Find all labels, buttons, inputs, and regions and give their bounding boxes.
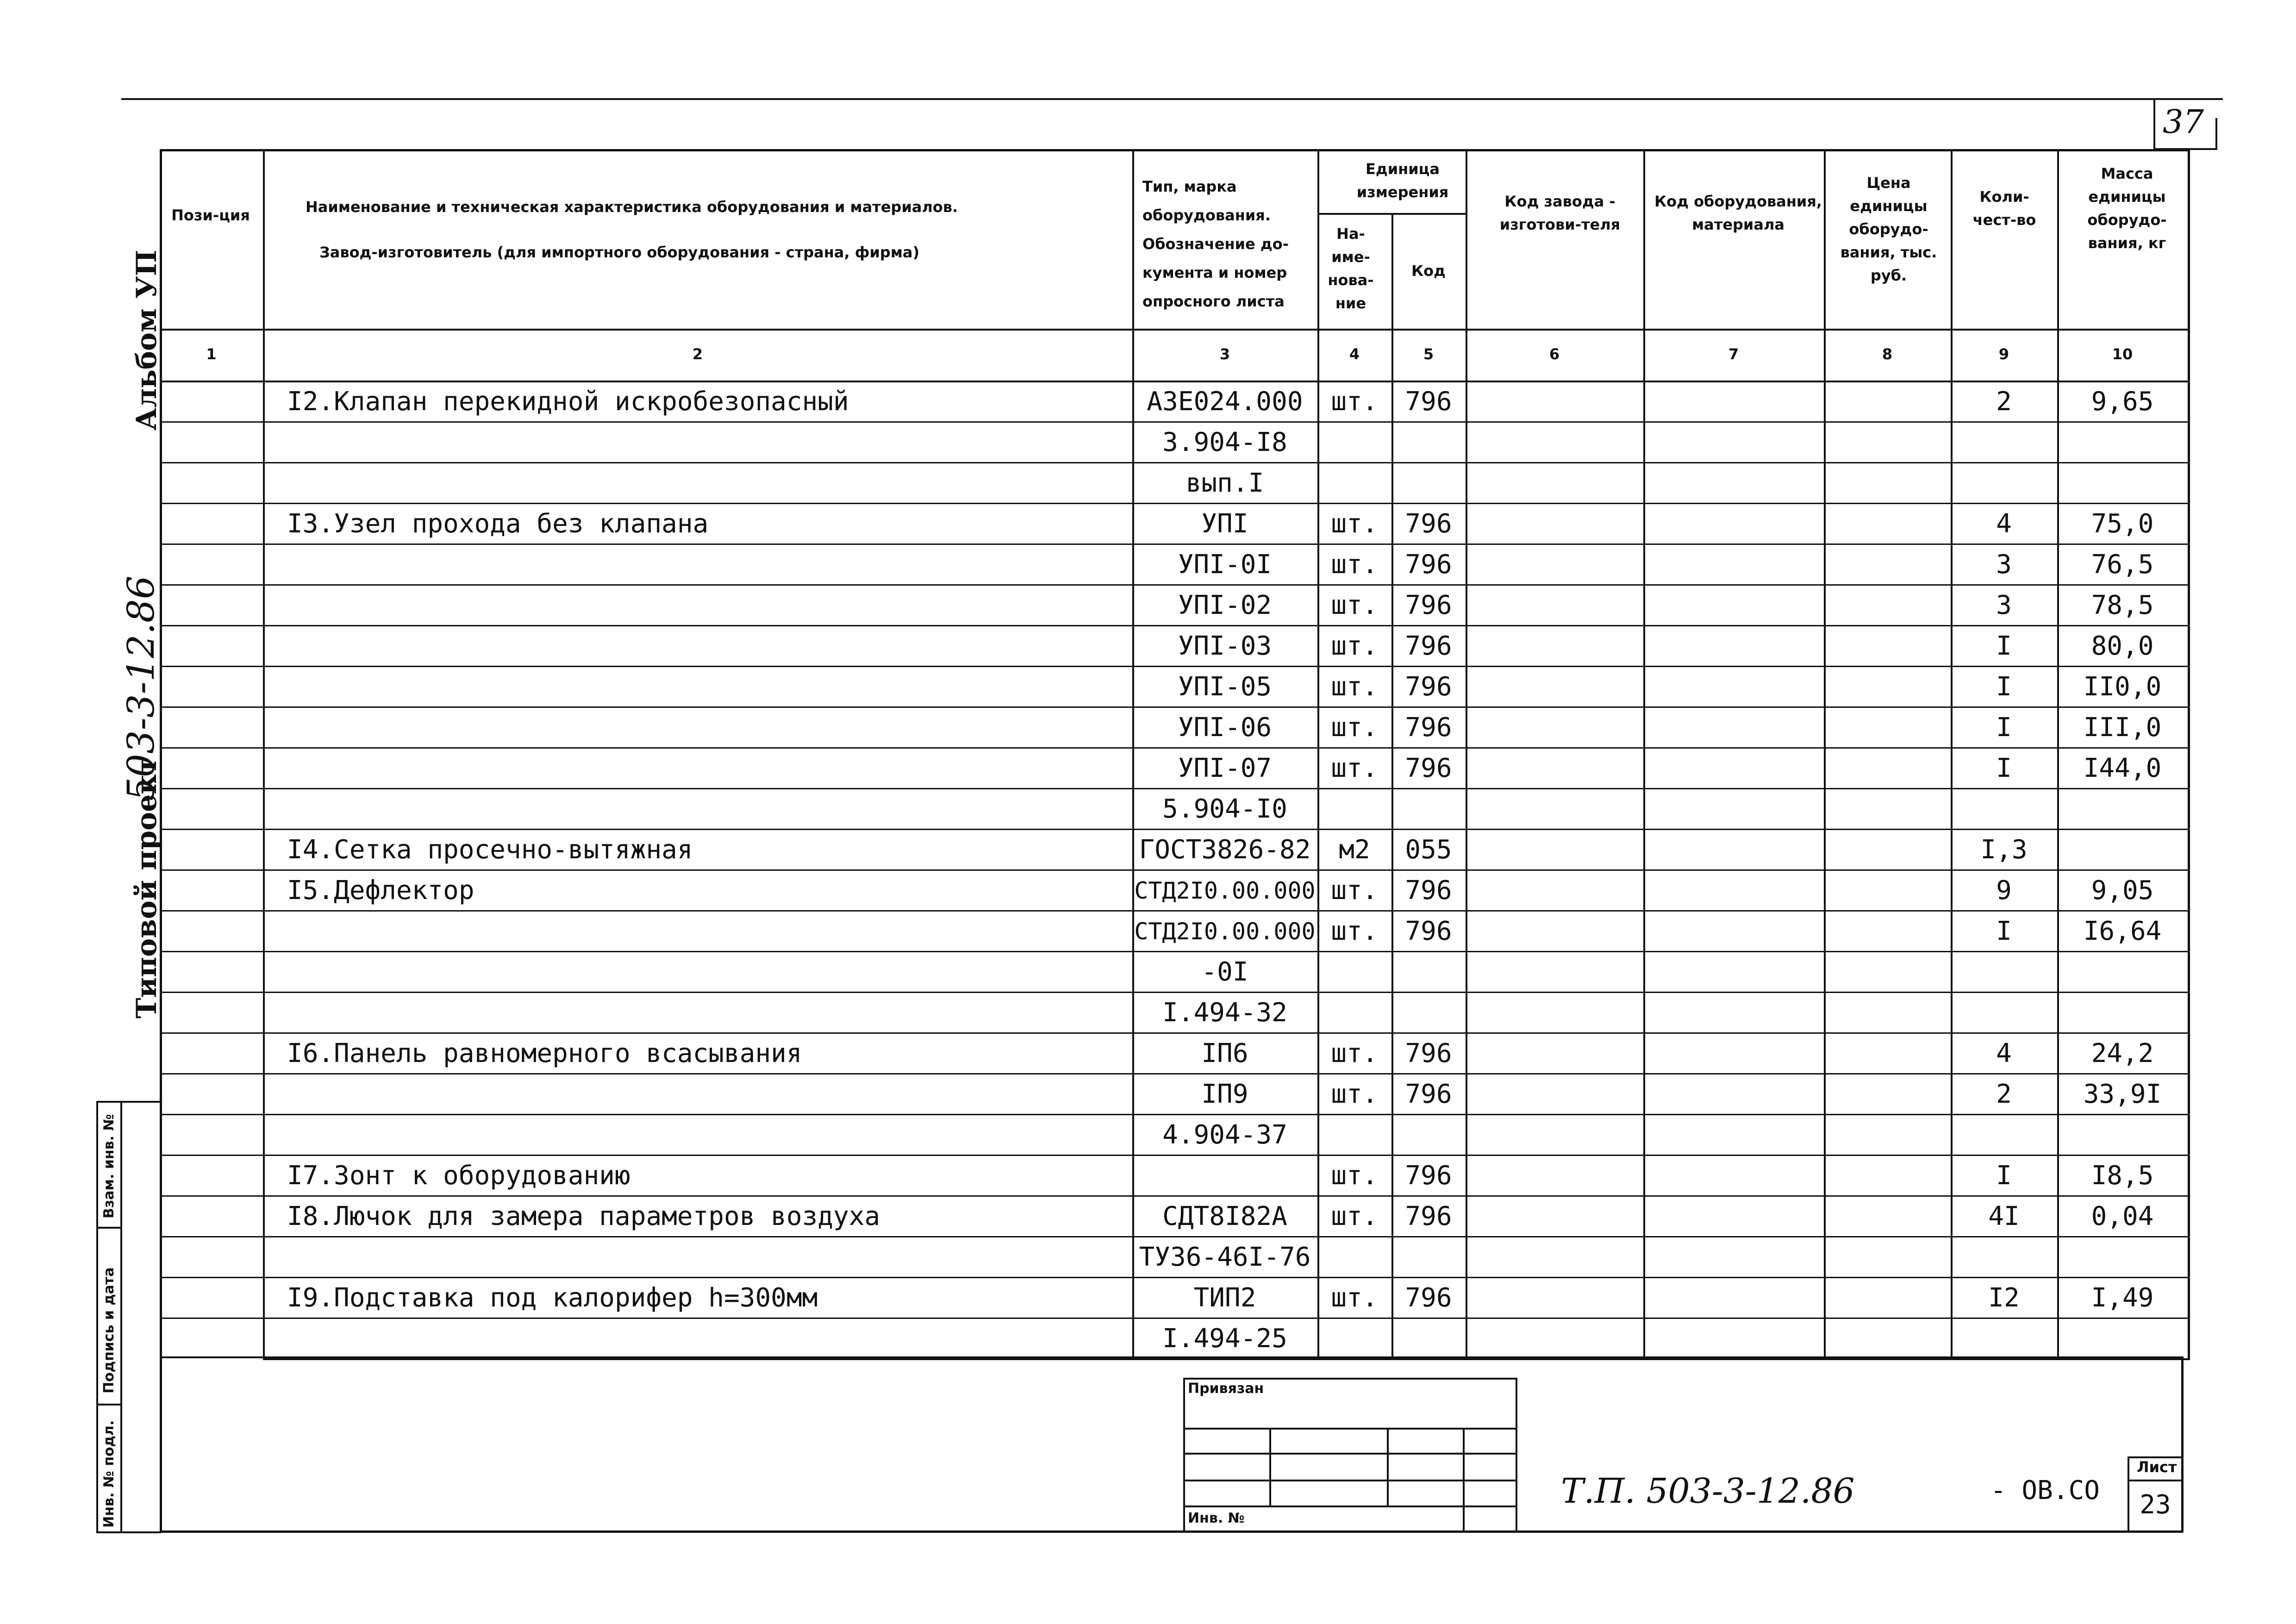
cell-code: 796: [1405, 590, 1452, 620]
cell-name: I7.Зонт к оборудованию: [287, 1161, 630, 1191]
project-label: Типовой проект: [131, 757, 163, 1018]
stamp-div-2: [96, 1404, 122, 1405]
cell-mass: I44,0: [2083, 753, 2162, 783]
column-number-5: 5: [1423, 345, 1434, 363]
cell-unit: шт.: [1331, 1038, 1378, 1068]
cell-type: УПI-03: [1178, 631, 1272, 661]
cell-unit: шт.: [1331, 590, 1378, 620]
stamp-top: [96, 1101, 161, 1103]
cell-mass: 80,0: [2091, 631, 2154, 661]
cell-unit: шт.: [1331, 753, 1378, 783]
cell-qty: I: [1996, 631, 2012, 661]
header-unit-name: На-име-нова-ние: [1328, 225, 1374, 312]
cell-type: УПI-02: [1178, 590, 1272, 620]
cell-unit: шт.: [1331, 875, 1378, 906]
header-bottom-border: [160, 329, 2190, 331]
cell-unit: шт.: [1331, 712, 1378, 743]
column-border-10: [2188, 149, 2190, 1360]
column-number-4: 4: [1349, 345, 1360, 363]
stamp-sign-date: Подпись и дата: [101, 1267, 117, 1393]
cell-unit: шт.: [1331, 1201, 1378, 1231]
header-name-line2: Завод-изготовитель (для импортного оборудования - страна, фирма): [319, 244, 920, 261]
cell-type: УПI-06: [1178, 712, 1272, 743]
column-number-1: 1: [206, 345, 217, 363]
cell-code: 796: [1405, 387, 1452, 417]
cell-type: IП9: [1201, 1079, 1248, 1109]
cell-mass: 24,2: [2091, 1038, 2154, 1068]
cell-type: УПI-07: [1178, 753, 1272, 783]
privyazan-label: Привязан: [1188, 1380, 1264, 1397]
cell-code: 796: [1405, 1283, 1452, 1313]
cell-code: 796: [1405, 753, 1452, 783]
cell-code: 796: [1405, 550, 1452, 580]
cell-mass: 75,0: [2091, 509, 2154, 539]
sheet-label: Лист: [2137, 1458, 2177, 1476]
stamp-mid-edge: [120, 1101, 122, 1533]
cell-code: 796: [1405, 1201, 1452, 1231]
cell-type: 5.904-I0: [1162, 794, 1287, 824]
cell-name: I9.Подставка под калорифер h=300мм: [287, 1283, 818, 1313]
cell-name: I3.Узел прохода без клапана: [287, 509, 709, 539]
cell-mass: I6,64: [2083, 916, 2162, 946]
header-type-2: оборудования.: [1142, 206, 1271, 224]
stamp-bottom: [96, 1531, 161, 1533]
cell-type: СДТ8I82А: [1162, 1201, 1287, 1231]
cell-qty: I: [1996, 916, 2012, 946]
cell-qty: 2: [1996, 1079, 2012, 1109]
cell-code: 796: [1405, 672, 1452, 702]
header-unit-code: Код: [1411, 262, 1446, 280]
page-number-box-left: [2153, 98, 2155, 149]
cell-unit: шт.: [1331, 1283, 1378, 1313]
column-border-6: [1643, 149, 1645, 1360]
column-border-5: [1466, 149, 1467, 1360]
cell-qty: 4I: [1988, 1201, 2020, 1231]
cell-type: 4.904-37: [1162, 1120, 1287, 1150]
cell-code: 796: [1405, 509, 1452, 539]
footer-bottom-rule: [160, 1530, 2183, 1533]
cell-code: 796: [1405, 1161, 1452, 1191]
cell-type: IП6: [1201, 1038, 1248, 1068]
cell-qty: 4: [1996, 509, 2012, 539]
header-quantity: Коли-чест-во: [1972, 188, 2036, 229]
cell-name: I8.Лючок для замера параметров воздуха: [287, 1201, 880, 1231]
header-unit-group: Единица измерения: [1356, 160, 1449, 201]
cell-mass: II0,0: [2083, 672, 2162, 702]
column-number-7: 7: [1728, 345, 1739, 363]
cell-mass: III,0: [2083, 712, 2162, 743]
cell-type: I.494-25: [1162, 1324, 1287, 1354]
column-border-1: [263, 149, 265, 1360]
cell-unit: шт.: [1331, 916, 1378, 946]
cell-unit: м2: [1339, 835, 1370, 865]
header-position: Пози-ция: [171, 206, 250, 224]
header-mass: Масса единицы оборудо-вания, кг: [2087, 165, 2167, 252]
cell-type: I.494-32: [1162, 998, 1287, 1028]
doc-code: Т.П. 503-3-12.86: [1561, 1471, 1855, 1511]
cell-mass: 9,65: [2091, 387, 2154, 417]
column-number-8: 8: [1882, 345, 1893, 363]
table-top-border: [160, 149, 2190, 151]
stamp-inv-ref: Взам. инв. №: [101, 1114, 117, 1218]
cell-qty: 2: [1996, 387, 2012, 417]
cell-qty: 3: [1996, 550, 2012, 580]
cell-code: 796: [1405, 916, 1452, 946]
header-type-3: Обозначение до-: [1142, 235, 1289, 253]
cell-type: СТД2I0.00.000: [1134, 918, 1316, 945]
cell-mass: I,49: [2091, 1283, 2154, 1313]
cell-type: СТД2I0.00.000: [1134, 877, 1316, 904]
cell-name: I5.Дефлектор: [287, 875, 474, 906]
cell-unit: шт.: [1331, 1079, 1378, 1109]
album-label: Альбом УП: [131, 250, 163, 431]
cell-name: I6.Панель равномерного всасывания: [287, 1038, 802, 1068]
stamp-div-1: [96, 1227, 122, 1229]
column-number-9: 9: [1998, 345, 2009, 363]
column-number-6: 6: [1549, 345, 1560, 363]
cell-code: 796: [1405, 1038, 1452, 1068]
cell-mass: I8,5: [2091, 1161, 2154, 1191]
header-type-1: Тип, марка: [1142, 178, 1237, 195]
cell-unit: шт.: [1331, 509, 1378, 539]
cell-code: 796: [1405, 631, 1452, 661]
cell-qty: I,3: [1980, 835, 2028, 865]
cell-code: 796: [1405, 1079, 1452, 1109]
cell-mass: 9,05: [2091, 875, 2154, 906]
footer-top-rule: [160, 1356, 2183, 1358]
cell-code: 796: [1405, 712, 1452, 743]
cell-qty: I2: [1988, 1283, 2020, 1313]
cell-type: -0I: [1201, 957, 1248, 987]
cell-qty: 3: [1996, 590, 2012, 620]
cell-name: I2.Клапан перекидной искробезопасный: [287, 387, 849, 417]
cell-name: I4.Сетка просечно-вытяжная: [287, 835, 693, 865]
cell-unit: шт.: [1331, 387, 1378, 417]
cell-unit: шт.: [1331, 672, 1378, 702]
footer-right-edge: [2181, 1356, 2184, 1532]
header-type-4: кумента и номер: [1142, 264, 1287, 281]
sheet-number: 23: [2140, 1490, 2171, 1520]
header-type-5: опросного листа: [1142, 293, 1285, 310]
cell-type: ТИП2: [1193, 1283, 1256, 1313]
table-left-border-ext: [160, 1358, 162, 1532]
stamp-left-edge: [96, 1101, 98, 1533]
sheet-box-mid: [2128, 1480, 2182, 1481]
cell-type: ГОСТ3826-82: [1139, 835, 1311, 865]
cell-qty: I: [1996, 712, 2012, 743]
cell-type: 3.904-I8: [1162, 427, 1287, 457]
cell-mass: 0,04: [2091, 1201, 2154, 1231]
cell-qty: I: [1996, 672, 2012, 702]
cell-type: УПI: [1201, 509, 1248, 539]
cell-type: вып.I: [1185, 468, 1264, 498]
cell-mass: 78,5: [2091, 590, 2154, 620]
column-number-10: 10: [2112, 345, 2133, 363]
cell-type: ТУ36-46I-76: [1139, 1242, 1311, 1272]
header-equipment-code: Код оборудования, материала: [1654, 193, 1822, 233]
header-name-line1: Наименование и техническая характеристика оборудования и материалов.: [306, 198, 958, 216]
cell-qty: I: [1996, 753, 2012, 783]
cell-qty: 4: [1996, 1038, 2012, 1068]
header-plant-code: Код завода - изготови-теля: [1499, 193, 1621, 233]
cell-unit: шт.: [1331, 1161, 1378, 1191]
stamp-inv-orig: Инв. № подл.: [101, 1420, 117, 1528]
cell-qty: 9: [1996, 875, 2012, 906]
cell-type: УПI-05: [1178, 672, 1272, 702]
project-code-handwritten: 503-3-12.86: [119, 575, 162, 801]
cell-mass: 76,5: [2091, 550, 2154, 580]
page-number-box-right: [2215, 118, 2217, 149]
cell-unit: шт.: [1331, 550, 1378, 580]
cell-unit: шт.: [1331, 631, 1378, 661]
cell-code: 055: [1405, 835, 1452, 865]
column-number-2: 2: [692, 345, 703, 363]
cell-code: 796: [1405, 875, 1452, 906]
top-rule: [121, 98, 2223, 100]
column-number-3: 3: [1219, 345, 1230, 363]
header-unit-price: Цена единицы оборудо-вания, тыс. руб.: [1840, 174, 1937, 284]
cell-qty: I: [1996, 1161, 2012, 1191]
cell-mass: 33,9I: [2083, 1079, 2162, 1109]
column-border-7: [1824, 149, 1826, 1360]
cell-type: АЗЕ024.000: [1147, 387, 1303, 417]
inv-no-label: Инв. №: [1188, 1510, 1245, 1526]
cell-type: УПI-0I: [1178, 550, 1272, 580]
doc-suffix: - ОВ.СО: [1990, 1475, 2100, 1505]
page-number: 37: [2163, 103, 2204, 141]
